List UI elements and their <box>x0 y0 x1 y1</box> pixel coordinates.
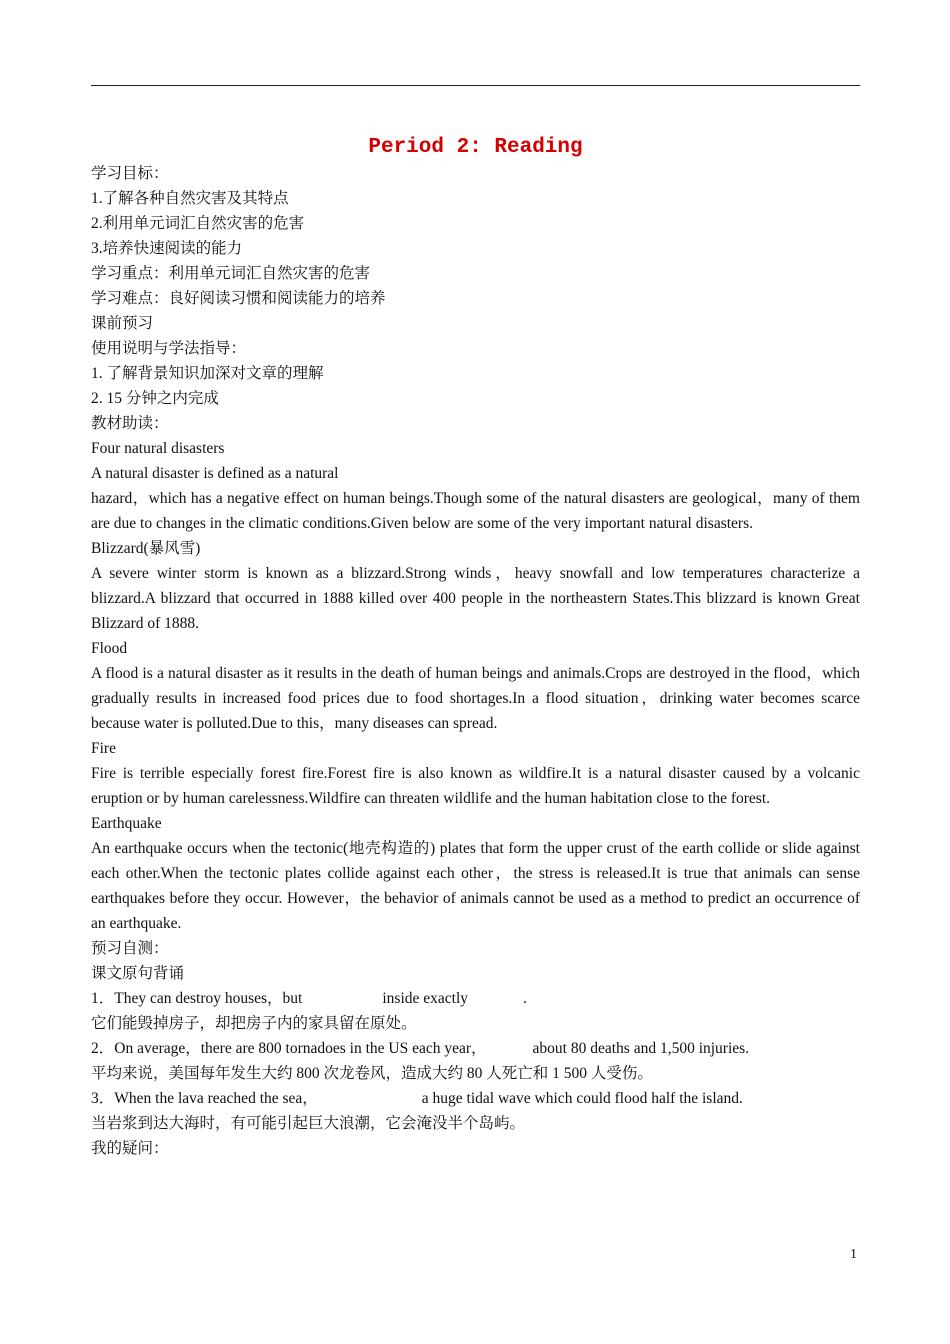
exercise-text: 3．When the lava reached the sea， <box>91 1090 318 1107</box>
objective-item: 3.培养快速阅读的能力 <box>91 240 243 257</box>
questions-label: 我的疑问： <box>91 1140 169 1157</box>
objectives-label: 学习目标： <box>91 165 169 182</box>
exercise-translation-1: 它们能毁掉房子，却把房子内的家具留在原处。 <box>91 1015 417 1032</box>
instruction-item: 1. 了解背景知识加深对文章的理解 <box>91 365 324 382</box>
objective-item: 2.利用单元词汇自然灾害的危害 <box>91 215 305 232</box>
reading-heading: Four natural disasters <box>91 440 225 457</box>
section-text-blizzard: A severe winter storm is known as a blizzard.Strong winds，heavy snowfall and low temperatures characterize a blizzard.A blizzard that occurred in 1888 killed over 400 people in the northeastern States.This blizzard is known Great Blizzard of 1888. <box>91 565 860 632</box>
document-body <box>91 161 860 1161</box>
key-point: 学习重点：利用单元词汇自然灾害的危害 <box>91 265 371 282</box>
exercise-text: inside exactly <box>382 990 469 1007</box>
exercise-translation-2: 平均来说，美国每年发生大约 800 次龙卷风，造成大约 80 人死亡和 1 500 人受伤。 <box>91 1065 653 1082</box>
header-rule <box>91 85 860 86</box>
page-number: 1 <box>850 1247 857 1262</box>
exercise-text: 2．On average，there are 800 tornadoes in the US each year， <box>91 1040 487 1057</box>
section-heading-blizzard: Blizzard(暴风雪) <box>91 540 201 557</box>
section-heading-fire: Fire <box>91 740 116 757</box>
exercise-sentence-2 <box>91 1036 860 1061</box>
reading-intro-paragraph: hazard，which has a negative effect on human beings.Though some of the natural disasters are geological，many of them are due to changes in the climatic conditions.Given below are some of the very important natural disasters. <box>91 490 860 532</box>
self-test-sublabel: 课文原句背诵 <box>91 965 185 982</box>
exercise-sentence-3 <box>91 1086 860 1111</box>
difficulty-point: 学习难点：良好阅读习惯和阅读能力的培养 <box>91 290 386 307</box>
exercise-sentence-1 <box>91 986 860 1011</box>
section-heading-earthquake: Earthquake <box>91 815 162 832</box>
objective-item: 1.了解各种自然灾害及其特点 <box>91 190 289 207</box>
section-text-flood: A flood is a natural disaster as it results in the death of human beings and animals.Crops are destroyed in the flood，which gradually results in increased food prices due to food shortages.In a flood situation，drinking water becomes scarce because water is polluted.Due to this，many diseases can spread. <box>91 665 860 732</box>
instruction-item: 2. 15 分钟之内完成 <box>91 390 219 407</box>
section-heading-flood: Flood <box>91 640 128 657</box>
preview-label: 课前预习 <box>91 315 154 332</box>
exercise-text: a huge tidal wave which could flood half the island. <box>421 1090 743 1107</box>
aid-label: 教材助读： <box>91 415 169 432</box>
exercise-text: 1．They can destroy houses，but <box>91 990 303 1007</box>
exercise-translation-3: 当岩浆到达大海时，有可能引起巨大浪潮，它会淹没半个岛屿。 <box>91 1115 526 1132</box>
exercise-text: . <box>523 990 527 1007</box>
section-text-earthquake: An earthquake occurs when the tectonic(地壳构造的) plates that form the upper crust of the earth collide or slide against each other.When the tectonic plates collide against each other，the stress is released.It is true that animals can sense earthquakes before they occur. However，the behavior of animals cannot be used as a method to predict an occurrence of an earthquake. <box>91 840 860 932</box>
page-title: Period 2: Reading <box>368 136 583 159</box>
reading-intro-line: A natural disaster is defined as a natural <box>91 465 339 482</box>
section-text-fire: Fire is terrible especially forest fire.Forest fire is also known as wildfire.It is a natural disaster caused by a volcanic eruption or by human carelessness.Wildfire can threaten wildlife and the human habitation close to the forest. <box>91 765 860 807</box>
self-test-label: 预习自测： <box>91 940 169 957</box>
instructions-label: 使用说明与学法指导： <box>91 340 247 357</box>
exercise-text: about 80 deaths and 1,500 injuries. <box>532 1040 750 1057</box>
